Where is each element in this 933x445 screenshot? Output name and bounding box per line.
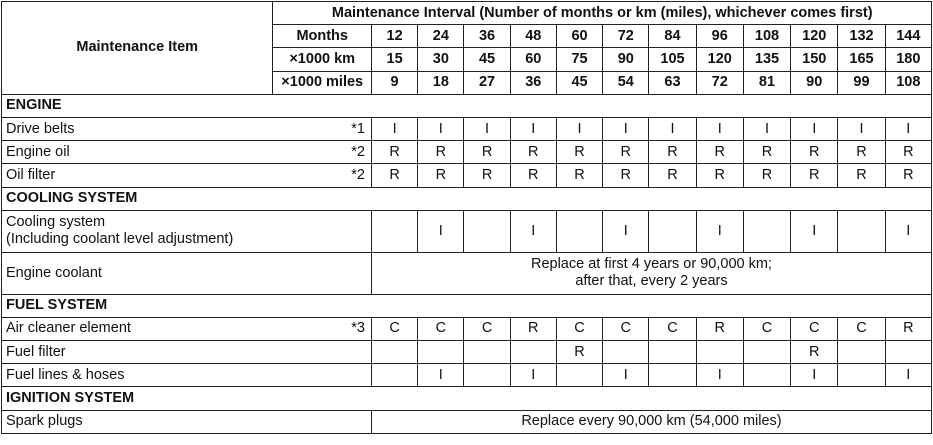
interval-value: 81 bbox=[743, 71, 790, 94]
schedule-cell: R bbox=[418, 164, 464, 187]
schedule-cell: I bbox=[791, 210, 838, 252]
schedule-cell bbox=[464, 341, 510, 364]
item-note: *2 bbox=[273, 164, 372, 187]
schedule-cell: R bbox=[510, 317, 556, 340]
span-instruction bbox=[371, 252, 931, 294]
schedule-cell bbox=[464, 364, 510, 387]
schedule-cell: I bbox=[556, 117, 602, 140]
section-title: COOLING SYSTEM bbox=[2, 187, 932, 210]
item-name-text: Drive belts bbox=[6, 120, 75, 137]
schedule-cell: I bbox=[649, 117, 696, 140]
item-note: *3 bbox=[273, 317, 372, 340]
schedule-cell: R bbox=[510, 141, 556, 164]
schedule-cell: R bbox=[791, 141, 838, 164]
interval-unit-label: ×1000 miles bbox=[273, 71, 372, 94]
schedule-cell: I bbox=[885, 210, 931, 252]
schedule-cell: I bbox=[791, 117, 838, 140]
item-name-text: Fuel filter bbox=[6, 343, 66, 360]
schedule-cell: R bbox=[743, 141, 790, 164]
table-row bbox=[2, 410, 932, 433]
item-name-line2: (Including coolant level adjustment) bbox=[6, 231, 234, 248]
header-row-interval bbox=[2, 2, 932, 25]
interval-value: 45 bbox=[556, 71, 602, 94]
schedule-cell bbox=[885, 341, 931, 364]
interval-value: 144 bbox=[885, 25, 931, 48]
schedule-cell: I bbox=[791, 364, 838, 387]
schedule-cell: R bbox=[371, 141, 417, 164]
schedule-cell: R bbox=[649, 141, 696, 164]
schedule-cell bbox=[371, 364, 417, 387]
schedule-cell: R bbox=[556, 341, 602, 364]
interval-value: 120 bbox=[791, 25, 838, 48]
schedule-cell bbox=[838, 364, 885, 387]
schedule-cell: R bbox=[556, 164, 602, 187]
interval-value: 48 bbox=[510, 25, 556, 48]
schedule-cell: R bbox=[603, 164, 649, 187]
schedule-cell: C bbox=[603, 317, 649, 340]
schedule-cell bbox=[743, 364, 790, 387]
section-row bbox=[2, 187, 932, 210]
item-note: *2 bbox=[273, 141, 372, 164]
item-name bbox=[2, 141, 273, 164]
schedule-cell: R bbox=[510, 164, 556, 187]
span-instruction-line1: Replace at first 4 years or 90,000 km; bbox=[530, 256, 772, 273]
table-body bbox=[2, 2, 932, 434]
schedule-cell: C bbox=[791, 317, 838, 340]
schedule-cell: R bbox=[418, 141, 464, 164]
interval-value: 72 bbox=[696, 71, 743, 94]
interval-value: 90 bbox=[791, 71, 838, 94]
schedule-cell: I bbox=[510, 364, 556, 387]
schedule-cell: R bbox=[885, 317, 931, 340]
interval-value: 108 bbox=[885, 71, 931, 94]
schedule-cell: C bbox=[418, 317, 464, 340]
interval-value: 120 bbox=[696, 48, 743, 71]
table-row bbox=[2, 252, 932, 294]
schedule-cell: C bbox=[838, 317, 885, 340]
schedule-cell: R bbox=[885, 164, 931, 187]
schedule-cell bbox=[371, 210, 417, 252]
schedule-cell bbox=[838, 341, 885, 364]
schedule-cell bbox=[371, 341, 417, 364]
schedule-cell: I bbox=[418, 210, 464, 252]
schedule-cell: I bbox=[743, 117, 790, 140]
item-note bbox=[273, 341, 372, 364]
item-name bbox=[2, 364, 273, 387]
item-name-text: Spark plugs bbox=[6, 413, 83, 430]
schedule-cell: I bbox=[418, 117, 464, 140]
section-row bbox=[2, 387, 932, 410]
maintenance-schedule-table bbox=[1, 1, 932, 434]
section-row bbox=[2, 94, 932, 117]
schedule-cell: C bbox=[556, 317, 602, 340]
schedule-cell: R bbox=[791, 164, 838, 187]
schedule-cell bbox=[649, 210, 696, 252]
interval-value: 45 bbox=[464, 48, 510, 71]
table-row bbox=[2, 210, 932, 252]
interval-value: 60 bbox=[556, 25, 602, 48]
interval-value: 75 bbox=[556, 48, 602, 71]
item-name bbox=[2, 410, 273, 433]
section-title: FUEL SYSTEM bbox=[2, 294, 932, 317]
item-name bbox=[2, 164, 273, 187]
interval-value: 84 bbox=[649, 25, 696, 48]
interval-value: 15 bbox=[371, 48, 417, 71]
schedule-cell: R bbox=[696, 141, 743, 164]
schedule-cell: C bbox=[371, 317, 417, 340]
schedule-cell bbox=[743, 341, 790, 364]
interval-value: 105 bbox=[649, 48, 696, 71]
maintenance-item-header: Maintenance Item bbox=[2, 2, 273, 95]
section-title: IGNITION SYSTEM bbox=[2, 387, 932, 410]
interval-value: 63 bbox=[649, 71, 696, 94]
schedule-cell: I bbox=[464, 117, 510, 140]
schedule-cell: I bbox=[885, 117, 931, 140]
item-note bbox=[273, 364, 372, 387]
schedule-cell: I bbox=[603, 210, 649, 252]
interval-value: 165 bbox=[838, 48, 885, 71]
schedule-cell bbox=[556, 364, 602, 387]
schedule-cell bbox=[696, 341, 743, 364]
item-name-text: Oil filter bbox=[6, 166, 56, 183]
schedule-cell bbox=[603, 341, 649, 364]
interval-value: 24 bbox=[418, 25, 464, 48]
interval-value: 54 bbox=[603, 71, 649, 94]
item-name bbox=[2, 117, 273, 140]
schedule-cell: I bbox=[696, 364, 743, 387]
item-note bbox=[273, 410, 372, 433]
interval-value: 72 bbox=[603, 25, 649, 48]
schedule-cell: R bbox=[649, 164, 696, 187]
table-row bbox=[2, 364, 932, 387]
interval-value: 135 bbox=[743, 48, 790, 71]
schedule-cell bbox=[649, 341, 696, 364]
schedule-cell: R bbox=[464, 164, 510, 187]
item-name bbox=[2, 210, 372, 252]
interval-value: 99 bbox=[838, 71, 885, 94]
interval-value: 150 bbox=[791, 48, 838, 71]
interval-value: 60 bbox=[510, 48, 556, 71]
section-title: ENGINE bbox=[2, 94, 932, 117]
schedule-cell: I bbox=[696, 210, 743, 252]
schedule-cell bbox=[743, 210, 790, 252]
item-name bbox=[2, 317, 273, 340]
schedule-cell: R bbox=[838, 141, 885, 164]
schedule-cell: R bbox=[791, 341, 838, 364]
table-row bbox=[2, 117, 932, 140]
schedule-cell bbox=[556, 210, 602, 252]
schedule-cell bbox=[418, 341, 464, 364]
interval-value: 9 bbox=[371, 71, 417, 94]
schedule-cell bbox=[649, 364, 696, 387]
item-name-text: Engine oil bbox=[6, 143, 70, 160]
item-name-text: Engine coolant bbox=[6, 264, 102, 281]
interval-value: 108 bbox=[743, 25, 790, 48]
interval-value: 132 bbox=[838, 25, 885, 48]
interval-unit-label: ×1000 km bbox=[273, 48, 372, 71]
schedule-cell: I bbox=[510, 210, 556, 252]
table-row bbox=[2, 141, 932, 164]
interval-value: 96 bbox=[696, 25, 743, 48]
schedule-cell: I bbox=[510, 117, 556, 140]
interval-unit-label: Months bbox=[273, 25, 372, 48]
schedule-cell: I bbox=[838, 117, 885, 140]
schedule-cell: R bbox=[603, 141, 649, 164]
schedule-cell bbox=[838, 210, 885, 252]
interval-value: 30 bbox=[418, 48, 464, 71]
schedule-cell: R bbox=[464, 141, 510, 164]
item-name-text: Air cleaner element bbox=[6, 320, 131, 337]
interval-value: 36 bbox=[510, 71, 556, 94]
section-row bbox=[2, 294, 932, 317]
span-instruction-line2: after that, every 2 years bbox=[575, 273, 728, 290]
span-instruction: Replace every 90,000 km (54,000 miles) bbox=[371, 410, 931, 433]
interval-value: 180 bbox=[885, 48, 931, 71]
schedule-cell bbox=[464, 210, 510, 252]
schedule-cell: I bbox=[885, 364, 931, 387]
schedule-cell: I bbox=[418, 364, 464, 387]
schedule-cell: C bbox=[649, 317, 696, 340]
table-row bbox=[2, 317, 932, 340]
interval-value: 36 bbox=[464, 25, 510, 48]
interval-value: 18 bbox=[418, 71, 464, 94]
schedule-cell: R bbox=[696, 317, 743, 340]
schedule-cell: C bbox=[464, 317, 510, 340]
interval-value: 90 bbox=[603, 48, 649, 71]
schedule-cell: R bbox=[556, 141, 602, 164]
item-name bbox=[2, 341, 273, 364]
interval-value: 12 bbox=[371, 25, 417, 48]
item-note: *1 bbox=[273, 117, 372, 140]
schedule-cell: C bbox=[743, 317, 790, 340]
schedule-cell: R bbox=[838, 164, 885, 187]
schedule-cell: I bbox=[603, 117, 649, 140]
schedule-cell: I bbox=[371, 117, 417, 140]
item-name-text: Fuel lines & hoses bbox=[6, 366, 125, 383]
item-note bbox=[273, 252, 372, 294]
schedule-cell: R bbox=[696, 164, 743, 187]
schedule-cell: R bbox=[743, 164, 790, 187]
schedule-cell: I bbox=[696, 117, 743, 140]
table-row bbox=[2, 341, 932, 364]
item-name bbox=[2, 252, 273, 294]
table-row bbox=[2, 164, 932, 187]
item-name-line1: Cooling system bbox=[6, 214, 106, 231]
interval-title: Maintenance Interval (Number of months or km (miles), whichever comes first) bbox=[273, 2, 932, 25]
schedule-cell: I bbox=[603, 364, 649, 387]
schedule-cell: R bbox=[371, 164, 417, 187]
schedule-cell bbox=[510, 341, 556, 364]
interval-value: 27 bbox=[464, 71, 510, 94]
schedule-cell: R bbox=[885, 141, 931, 164]
